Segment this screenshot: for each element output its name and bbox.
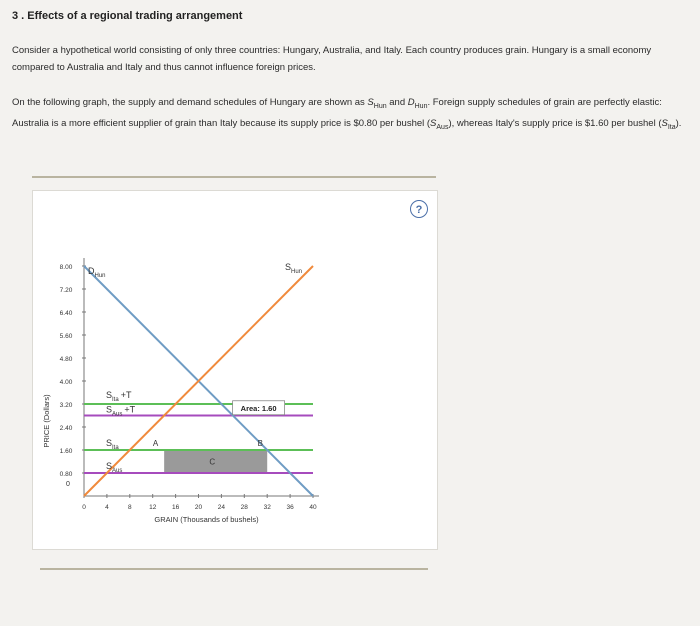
bottom-divider <box>40 568 428 570</box>
y-axis-title: PRICE (Dollars) <box>42 394 51 448</box>
help-icon[interactable]: ? <box>410 200 428 218</box>
x-tick-label: 0 <box>82 504 86 511</box>
question-title: 3 . Effects of a regional trading arrangement <box>12 10 243 22</box>
aus-supply-label: $S_{Aus}$ <box>106 461 123 474</box>
area-label: B <box>257 438 264 448</box>
ita-supply-label: $S_{Ita}$ <box>106 438 119 451</box>
x-tick-label: 32 <box>263 504 271 511</box>
graph-panel <box>32 190 438 550</box>
p2-text-1: On the following graph, the supply and demand schedules of Hungary are shown as <box>12 97 368 108</box>
area-c-rect <box>164 450 267 473</box>
p2-text-3: ), whereas Italy's supply price is $1.60 per bushel ( <box>448 117 662 129</box>
s-hun-symbol: S <box>367 97 374 108</box>
d-hun-symbol: D <box>407 97 415 108</box>
graph-description-paragraph <box>12 94 692 136</box>
y-tick-label: 0 <box>66 481 70 488</box>
y-tick-label: 0.80 <box>59 471 73 478</box>
x-tick-label: 36 <box>286 504 294 511</box>
x-tick-label: 20 <box>194 504 203 511</box>
ita-plus-tariff-label: $S_{Ita} +T$ <box>106 390 132 403</box>
s-ita-symbol: S <box>661 117 668 129</box>
y-tick-label: 4.00 <box>59 379 73 386</box>
demand-label: $D_{Hun}$ <box>88 266 106 279</box>
annotation-text: Area: 1.60 <box>240 403 277 413</box>
y-tick-label: 6.40 <box>59 310 73 317</box>
s-ita-sub: Ita <box>667 123 676 131</box>
x-tick-label: 12 <box>149 504 157 511</box>
y-tick-label: 7.20 <box>59 287 73 294</box>
top-divider <box>32 176 436 178</box>
d-hun-sub: Hun <box>414 102 428 110</box>
x-tick-label: 8 <box>127 504 132 511</box>
s-aus-sub: Aus <box>436 123 449 131</box>
y-tick-label: 3.20 <box>59 402 73 409</box>
x-axis-title: GRAIN (Thousands of bushels) <box>154 515 259 524</box>
aus-plus-tariff-label: $S_{Aus} +T$ <box>106 404 136 418</box>
p2-text-4: ). <box>675 117 682 129</box>
area-c-label: C <box>209 457 216 467</box>
area-label: A <box>152 438 159 448</box>
y-tick-label: 5.60 <box>59 333 73 340</box>
intro-paragraph: Consider a hypothetical world consisting of only three countries: Hungary, Australia, and Italy. Each country produces grain. Hungary is a small economy compared to Australia and Italy and thus cannot influence foreign prices. <box>12 45 652 73</box>
y-tick-label: 2.40 <box>59 425 73 432</box>
x-tick-label: 40 <box>309 504 317 511</box>
x-tick-label: 24 <box>217 504 226 511</box>
s-hun-sub: Hun <box>373 102 387 110</box>
supply-label: $S_{Hun}$ <box>285 262 303 275</box>
x-tick-label: 16 <box>171 504 180 511</box>
y-tick-label: 4.80 <box>59 356 73 363</box>
p2-text-2: . Foreign supply schedules of grain are perfectly elastic: Australia is a more efficient supplier of grain than Italy because its supply price is $0.80 per bushel ( <box>12 97 662 129</box>
x-tick-label: 28 <box>240 504 248 511</box>
s-aus-symbol: S <box>430 117 437 129</box>
y-tick-label: 8.00 <box>59 264 73 271</box>
y-tick-label: 1.60 <box>59 448 73 455</box>
x-tick-label: 4 <box>105 504 109 511</box>
p2-text-and: and <box>386 97 408 108</box>
trade-graph[interactable] <box>33 191 437 549</box>
